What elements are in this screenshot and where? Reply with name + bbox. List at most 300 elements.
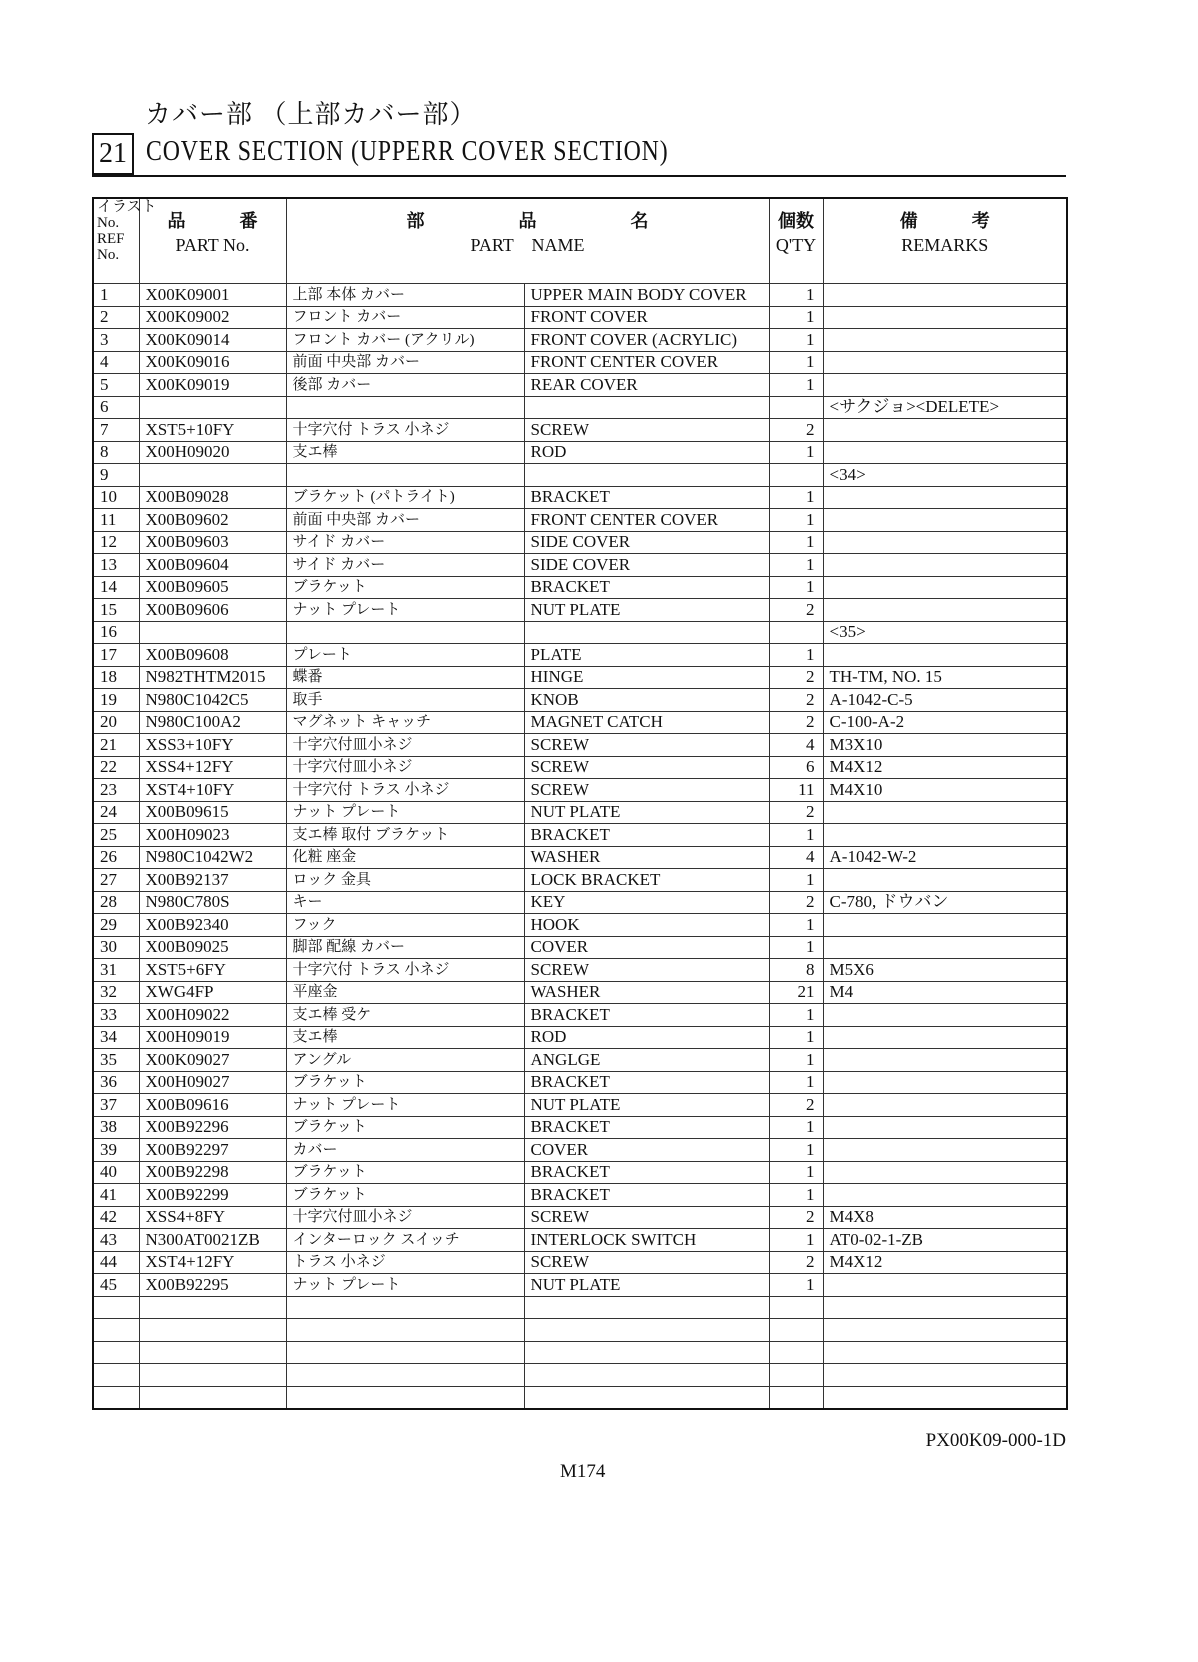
table-row	[93, 284, 1067, 307]
qty-cell: 1	[769, 441, 823, 464]
ref-no-cell: 8	[93, 441, 139, 464]
part-name-en-cell: BRACKET	[524, 486, 769, 509]
ref-no-cell: 13	[93, 554, 139, 577]
part-name-jp-cell: ブラケット (パトライト)	[286, 486, 524, 509]
part-no-cell: XST5+10FY	[139, 419, 286, 442]
remarks-cell	[823, 441, 1067, 464]
qty-cell: 11	[769, 779, 823, 802]
part-name-jp-cell: 十字穴付 トラス 小ネジ	[286, 779, 524, 802]
remarks-cell: <サクジョ><DELETE>	[823, 396, 1067, 419]
qty-cell: 1	[769, 1139, 823, 1162]
part-no-cell: X00B92296	[139, 1116, 286, 1139]
part-no-cell: X00H09020	[139, 441, 286, 464]
part-name-jp-cell: 十字穴付皿小ネジ	[286, 1206, 524, 1229]
remarks-cell	[823, 824, 1067, 847]
ref-no-cell: 23	[93, 779, 139, 802]
ref-no-cell: 14	[93, 576, 139, 599]
empty-cell	[769, 1364, 823, 1387]
empty-cell	[769, 1319, 823, 1342]
header-part-name-en: PART NAME	[470, 235, 585, 255]
remarks-cell	[823, 509, 1067, 532]
table-row	[93, 891, 1067, 914]
qty-cell: 1	[769, 869, 823, 892]
qty-cell: 2	[769, 1206, 823, 1229]
empty-table-row	[93, 1319, 1067, 1342]
part-name-jp-cell: フック	[286, 914, 524, 937]
part-name-jp-cell: ブラケット	[286, 1184, 524, 1207]
remarks-cell	[823, 936, 1067, 959]
qty-cell: 1	[769, 329, 823, 352]
table-row	[93, 981, 1067, 1004]
ref-no-cell: 18	[93, 666, 139, 689]
part-no-cell: X00B92295	[139, 1274, 286, 1297]
part-no-cell: X00B92297	[139, 1139, 286, 1162]
header-remarks	[823, 198, 1067, 284]
table-row	[93, 1094, 1067, 1117]
empty-table-row	[93, 1386, 1067, 1409]
part-name-en-cell: HINGE	[524, 666, 769, 689]
qty-cell	[769, 396, 823, 419]
part-name-en-cell: FRONT CENTER COVER	[524, 351, 769, 374]
qty-cell: 1	[769, 374, 823, 397]
part-name-jp-cell: 前面 中央部 カバー	[286, 509, 524, 532]
part-no-cell: X00K09002	[139, 306, 286, 329]
table-row	[93, 779, 1067, 802]
header-ref	[93, 198, 157, 284]
empty-table-row	[93, 1364, 1067, 1387]
part-no-cell: N300AT0021ZB	[139, 1229, 286, 1252]
part-name-jp-cell: 蝶番	[286, 666, 524, 689]
table-row	[93, 869, 1067, 892]
table-row	[93, 351, 1067, 374]
remarks-cell	[823, 801, 1067, 824]
part-name-en-cell	[524, 621, 769, 644]
empty-cell	[823, 1319, 1067, 1342]
part-name-jp-cell: カバー	[286, 1139, 524, 1162]
part-no-cell: X00H09019	[139, 1026, 286, 1049]
part-name-jp-cell: 後部 カバー	[286, 374, 524, 397]
ref-no-cell: 1	[93, 284, 139, 307]
qty-cell: 1	[769, 644, 823, 667]
qty-cell: 2	[769, 801, 823, 824]
header-ref-no2: No.	[97, 247, 120, 263]
remarks-cell	[823, 329, 1067, 352]
part-no-cell: X00B92298	[139, 1161, 286, 1184]
part-name-en-cell: BRACKET	[524, 1116, 769, 1139]
remarks-cell	[823, 1116, 1067, 1139]
part-no-cell: XSS4+12FY	[139, 756, 286, 779]
remarks-cell: C-100-A-2	[823, 711, 1067, 734]
qty-cell: 1	[769, 509, 823, 532]
remarks-cell	[823, 1139, 1067, 1162]
ref-no-cell: 11	[93, 509, 139, 532]
remarks-cell: M4X8	[823, 1206, 1067, 1229]
table-row	[93, 666, 1067, 689]
section-title-en: COVER SECTION (UPPERR COVER SECTION)	[146, 136, 669, 167]
part-no-cell: X00H09022	[139, 1004, 286, 1027]
empty-cell	[93, 1386, 139, 1409]
part-no-cell: XST5+6FY	[139, 959, 286, 982]
part-no-cell: X00K09014	[139, 329, 286, 352]
part-no-cell	[139, 396, 286, 419]
part-no-cell: X00K09027	[139, 1049, 286, 1072]
ref-no-cell: 31	[93, 959, 139, 982]
table-row	[93, 329, 1067, 352]
header-remarks-en: REMARKS	[901, 235, 989, 255]
header-part-no-jp: 品 番	[167, 211, 258, 231]
remarks-cell	[823, 306, 1067, 329]
parts-table-body	[93, 284, 1067, 1410]
header-ref-jp: イラスト	[97, 199, 157, 215]
empty-table-row	[93, 1296, 1067, 1319]
part-no-cell: XWG4FP	[139, 981, 286, 1004]
remarks-cell	[823, 284, 1067, 307]
part-name-en-cell: BRACKET	[524, 824, 769, 847]
header-remarks-jp: 備 考	[899, 211, 990, 231]
part-name-jp-cell	[286, 621, 524, 644]
ref-no-cell: 2	[93, 306, 139, 329]
part-name-en-cell: HOOK	[524, 914, 769, 937]
part-name-en-cell: ROD	[524, 1026, 769, 1049]
table-row	[93, 756, 1067, 779]
part-name-jp-cell: 支エ棒 取付 ブラケット	[286, 824, 524, 847]
part-name-en-cell: SIDE COVER	[524, 554, 769, 577]
part-name-jp-cell: 取手	[286, 689, 524, 712]
table-row	[93, 801, 1067, 824]
qty-cell: 1	[769, 554, 823, 577]
part-no-cell: XST4+10FY	[139, 779, 286, 802]
part-name-en-cell: NUT PLATE	[524, 1094, 769, 1117]
part-name-en-cell: SCREW	[524, 1251, 769, 1274]
empty-cell	[139, 1341, 286, 1364]
remarks-cell: C-780, ドウバン	[823, 891, 1067, 914]
remarks-cell: M4X10	[823, 779, 1067, 802]
part-name-jp-cell	[286, 396, 524, 419]
part-name-jp-cell: ナット プレート	[286, 1274, 524, 1297]
part-no-cell: X00B09025	[139, 936, 286, 959]
part-name-en-cell: SCREW	[524, 779, 769, 802]
part-name-en-cell: LOCK BRACKET	[524, 869, 769, 892]
ref-no-cell: 20	[93, 711, 139, 734]
part-no-cell: XST4+12FY	[139, 1251, 286, 1274]
remarks-cell	[823, 554, 1067, 577]
part-name-en-cell: KNOB	[524, 689, 769, 712]
table-row	[93, 1026, 1067, 1049]
part-name-jp-cell: サイド カバー	[286, 531, 524, 554]
table-row	[93, 1161, 1067, 1184]
part-name-jp-cell: 平座金	[286, 981, 524, 1004]
remarks-cell	[823, 531, 1067, 554]
empty-cell	[524, 1296, 769, 1319]
part-no-cell: X00B09605	[139, 576, 286, 599]
ref-no-cell: 35	[93, 1049, 139, 1072]
empty-cell	[139, 1319, 286, 1342]
remarks-cell	[823, 374, 1067, 397]
table-row	[93, 464, 1067, 487]
qty-cell: 1	[769, 1026, 823, 1049]
part-no-cell: N980C100A2	[139, 711, 286, 734]
remarks-cell: TH-TM, NO. 15	[823, 666, 1067, 689]
part-no-cell	[139, 464, 286, 487]
qty-cell: 2	[769, 1094, 823, 1117]
empty-table-row	[93, 1341, 1067, 1364]
part-name-en-cell: FRONT CENTER COVER	[524, 509, 769, 532]
qty-cell: 8	[769, 959, 823, 982]
qty-cell: 1	[769, 914, 823, 937]
part-no-cell: XSS4+8FY	[139, 1206, 286, 1229]
ref-no-cell: 42	[93, 1206, 139, 1229]
remarks-cell	[823, 1094, 1067, 1117]
part-name-en-cell: ANGLGE	[524, 1049, 769, 1072]
qty-cell: 4	[769, 734, 823, 757]
part-name-en-cell: BRACKET	[524, 1161, 769, 1184]
empty-cell	[524, 1386, 769, 1409]
table-row	[93, 1229, 1067, 1252]
qty-cell: 1	[769, 1049, 823, 1072]
remarks-cell: AT0-02-1-ZB	[823, 1229, 1067, 1252]
part-name-jp-cell: ブラケット	[286, 1116, 524, 1139]
ref-no-cell: 3	[93, 329, 139, 352]
part-name-jp-cell: フロント カバー	[286, 306, 524, 329]
ref-no-cell: 10	[93, 486, 139, 509]
qty-cell: 1	[769, 824, 823, 847]
part-name-jp-cell: インターロック スイッチ	[286, 1229, 524, 1252]
remarks-cell	[823, 599, 1067, 622]
table-row	[93, 374, 1067, 397]
ref-no-cell: 21	[93, 734, 139, 757]
empty-cell	[286, 1296, 524, 1319]
part-no-cell: X00B09604	[139, 554, 286, 577]
ref-no-cell: 16	[93, 621, 139, 644]
ref-no-cell: 45	[93, 1274, 139, 1297]
section-number: 21	[92, 133, 134, 175]
qty-cell: 1	[769, 1116, 823, 1139]
remarks-cell	[823, 914, 1067, 937]
qty-cell	[769, 464, 823, 487]
part-name-jp-cell: 十字穴付 トラス 小ネジ	[286, 419, 524, 442]
part-name-en-cell: SCREW	[524, 959, 769, 982]
part-name-en-cell: SCREW	[524, 419, 769, 442]
table-row	[93, 599, 1067, 622]
part-no-cell: X00B09608	[139, 644, 286, 667]
remarks-cell	[823, 1049, 1067, 1072]
part-name-en-cell: WASHER	[524, 846, 769, 869]
table-row	[93, 711, 1067, 734]
empty-cell	[823, 1364, 1067, 1387]
qty-cell	[769, 621, 823, 644]
remarks-cell	[823, 1274, 1067, 1297]
part-name-jp-cell: ナット プレート	[286, 1094, 524, 1117]
empty-cell	[93, 1319, 139, 1342]
part-name-jp-cell: 十字穴付皿小ネジ	[286, 734, 524, 757]
part-no-cell: N982THTM2015	[139, 666, 286, 689]
part-name-en-cell: ROD	[524, 441, 769, 464]
part-name-en-cell: BRACKET	[524, 1184, 769, 1207]
table-row	[93, 1139, 1067, 1162]
ref-no-cell: 28	[93, 891, 139, 914]
part-no-cell: X00B92340	[139, 914, 286, 937]
part-name-en-cell: MAGNET CATCH	[524, 711, 769, 734]
remarks-cell: M4X12	[823, 756, 1067, 779]
remarks-cell: M3X10	[823, 734, 1067, 757]
part-no-cell: X00B09615	[139, 801, 286, 824]
qty-cell: 1	[769, 284, 823, 307]
empty-cell	[823, 1341, 1067, 1364]
parts-table	[92, 197, 1068, 1410]
part-name-en-cell: NUT PLATE	[524, 801, 769, 824]
remarks-cell	[823, 351, 1067, 374]
part-no-cell: N980C1042C5	[139, 689, 286, 712]
part-name-en-cell	[524, 464, 769, 487]
table-row	[93, 1004, 1067, 1027]
header-qty-en: Q'TY	[775, 235, 817, 255]
qty-cell: 1	[769, 531, 823, 554]
part-no-cell: X00K09019	[139, 374, 286, 397]
header-part-name-jp-3: 名	[630, 211, 649, 231]
part-name-en-cell: FRONT COVER (ACRYLIC)	[524, 329, 769, 352]
remarks-cell	[823, 869, 1067, 892]
remarks-cell: M4	[823, 981, 1067, 1004]
ref-no-cell: 5	[93, 374, 139, 397]
remarks-cell	[823, 1004, 1067, 1027]
part-name-en-cell: COVER	[524, 936, 769, 959]
qty-cell: 1	[769, 1004, 823, 1027]
part-name-en-cell: SCREW	[524, 756, 769, 779]
part-name-en-cell: WASHER	[524, 981, 769, 1004]
part-name-en-cell: SIDE COVER	[524, 531, 769, 554]
remarks-cell: <34>	[823, 464, 1067, 487]
part-name-en-cell: PLATE	[524, 644, 769, 667]
part-name-jp-cell: ブラケット	[286, 1161, 524, 1184]
part-name-jp-cell: 支エ棒	[286, 441, 524, 464]
ref-no-cell: 29	[93, 914, 139, 937]
ref-no-cell: 27	[93, 869, 139, 892]
remarks-cell: A-1042-C-5	[823, 689, 1067, 712]
title-rule	[92, 175, 1066, 177]
part-name-jp-cell: キー	[286, 891, 524, 914]
ref-no-cell: 34	[93, 1026, 139, 1049]
table-row	[93, 531, 1067, 554]
empty-cell	[769, 1386, 823, 1409]
part-no-cell: N980C780S	[139, 891, 286, 914]
table-row	[93, 1116, 1067, 1139]
table-row	[93, 644, 1067, 667]
header-qty-jp: 個数	[778, 211, 814, 231]
part-name-jp-cell: 十字穴付皿小ネジ	[286, 756, 524, 779]
header-qty	[769, 198, 823, 284]
ref-no-cell: 6	[93, 396, 139, 419]
ref-no-cell: 19	[93, 689, 139, 712]
part-name-en-cell: BRACKET	[524, 1004, 769, 1027]
ref-no-cell: 43	[93, 1229, 139, 1252]
table-row	[93, 846, 1067, 869]
ref-no-cell: 36	[93, 1071, 139, 1094]
ref-no-cell: 40	[93, 1161, 139, 1184]
part-no-cell: X00K09001	[139, 284, 286, 307]
qty-cell: 1	[769, 936, 823, 959]
part-name-jp-cell: 支エ棒	[286, 1026, 524, 1049]
remarks-cell	[823, 419, 1067, 442]
table-row	[93, 419, 1067, 442]
ref-no-cell: 39	[93, 1139, 139, 1162]
ref-no-cell: 7	[93, 419, 139, 442]
qty-cell: 1	[769, 306, 823, 329]
table-row	[93, 689, 1067, 712]
part-name-jp-cell: プレート	[286, 644, 524, 667]
empty-cell	[139, 1364, 286, 1387]
table-row	[93, 621, 1067, 644]
ref-no-cell: 44	[93, 1251, 139, 1274]
empty-cell	[524, 1364, 769, 1387]
empty-cell	[139, 1296, 286, 1319]
table-row	[93, 1274, 1067, 1297]
empty-cell	[524, 1319, 769, 1342]
ref-no-cell: 41	[93, 1184, 139, 1207]
part-no-cell: X00H09027	[139, 1071, 286, 1094]
part-no-cell: N980C1042W2	[139, 846, 286, 869]
ref-no-cell: 17	[93, 644, 139, 667]
empty-cell	[286, 1364, 524, 1387]
part-name-jp-cell: フロント カバー (アクリル)	[286, 329, 524, 352]
part-name-en-cell: UPPER MAIN BODY COVER	[524, 284, 769, 307]
qty-cell: 2	[769, 711, 823, 734]
ref-no-cell: 12	[93, 531, 139, 554]
ref-no-cell: 25	[93, 824, 139, 847]
part-name-en-cell: COVER	[524, 1139, 769, 1162]
remarks-cell: M4X12	[823, 1251, 1067, 1274]
header-ref-en: REF	[97, 231, 125, 247]
header-part-no-en: PART No.	[175, 235, 250, 255]
qty-cell: 1	[769, 1274, 823, 1297]
qty-cell: 1	[769, 351, 823, 374]
header-part-name	[286, 198, 769, 284]
ref-no-cell: 24	[93, 801, 139, 824]
part-name-jp-cell: マグネット キャッチ	[286, 711, 524, 734]
empty-cell	[823, 1386, 1067, 1409]
part-name-jp-cell: トラス 小ネジ	[286, 1251, 524, 1274]
part-name-en-cell: NUT PLATE	[524, 1274, 769, 1297]
qty-cell: 2	[769, 419, 823, 442]
qty-cell: 6	[769, 756, 823, 779]
section-title-jp: カバー部 （上部カバー部）	[145, 100, 477, 129]
part-name-jp-cell: 脚部 配線 カバー	[286, 936, 524, 959]
table-row	[93, 554, 1067, 577]
remarks-cell	[823, 1026, 1067, 1049]
part-name-en-cell: BRACKET	[524, 1071, 769, 1094]
part-name-en-cell: NUT PLATE	[524, 599, 769, 622]
table-row	[93, 509, 1067, 532]
qty-cell: 1	[769, 1184, 823, 1207]
part-name-jp-cell: サイド カバー	[286, 554, 524, 577]
part-no-cell: X00B09616	[139, 1094, 286, 1117]
document-code: PX00K09-000-1D	[925, 1430, 1066, 1451]
empty-cell	[93, 1341, 139, 1364]
qty-cell: 21	[769, 981, 823, 1004]
table-row	[93, 1071, 1067, 1094]
header-part-name-jp-1: 部	[406, 211, 425, 231]
table-row	[93, 1251, 1067, 1274]
part-name-en-cell	[524, 396, 769, 419]
qty-cell: 1	[769, 1161, 823, 1184]
table-row	[93, 734, 1067, 757]
part-no-cell: X00B09603	[139, 531, 286, 554]
ref-no-cell: 4	[93, 351, 139, 374]
table-row	[93, 441, 1067, 464]
ref-no-cell: 15	[93, 599, 139, 622]
empty-cell	[286, 1341, 524, 1364]
part-name-jp-cell: ブラケット	[286, 576, 524, 599]
part-name-en-cell: INTERLOCK SWITCH	[524, 1229, 769, 1252]
